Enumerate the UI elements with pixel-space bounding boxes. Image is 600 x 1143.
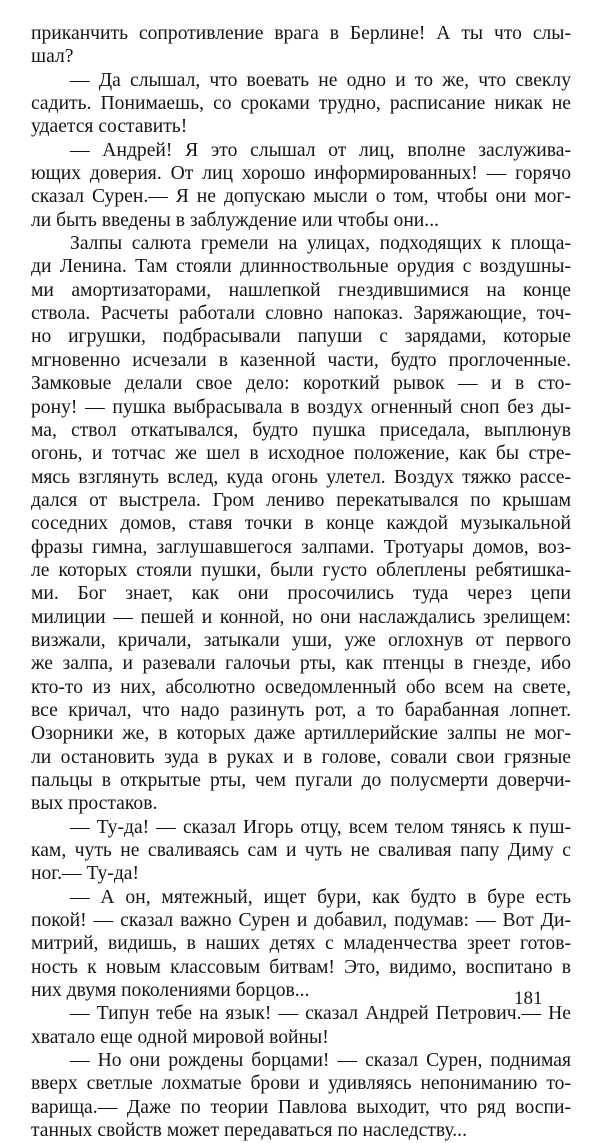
text-line: удается составить! [31,116,188,138]
paragraph [31,816,571,886]
text-line: дался от выстрела. Гром лениво перекатывался по крышам [31,489,571,511]
text-line: мясь взглянуть вслед, куда огонь улетел. Воздух тяжко рассе- [31,466,571,488]
page-body [31,22,571,1143]
text-line: Замковые делали свое дело: короткий рывок — и в сто- [31,373,571,395]
text-line: Озорники же, в которых даже артиллерийские залпы не мог- [31,723,571,745]
text-line: ди Ленина. Там стояли длинноствольные орудия с воздушны- [31,256,571,278]
text-line: кто-то из них, абсолютно осведомленный обо всем на свете, [31,676,571,698]
paragraph [31,139,571,232]
text-line: сказал Сурен.— Я не допускаю мысли о том, чтобы они мог- [31,186,571,208]
text-line: рону! — пушка выбрасывала в воздух огненный сноп без ды- [31,396,571,418]
text-line: фразы гимна, заглушавшегося залпами. Тротуары домов, воз- [31,536,571,558]
text-line: танных свойств может передаваться по наследству... [31,1120,467,1142]
paragraph [31,1002,571,1049]
text-line: мгновенно исчезали в казенной части, будто проглоченные. [31,349,571,371]
text-line: же залпа, и разевали галочьи рты, как птенцы в гнезде, ибо [31,653,571,675]
text-line: хватало еще одной мировой войны! [31,1026,329,1048]
paragraph [31,1049,571,1142]
text-line: кам, чуть не сваливаясь сам и чуть не сваливая папу Диму с [31,840,571,862]
text-line: соседних домов, ставя точки в конце каждой музыкальной [31,513,571,535]
text-line: визжали, кричали, затыкали уши, уже оглохнув от первого [31,629,571,651]
text-line: все кричал, что надо разинуть рот, а то барабанная лопнет. [31,699,571,721]
text-line: покой! — сказал важно Сурен и добавил, подумав: — Вот Ди- [31,910,571,932]
text-line: ле которых стояли пушки, были густо облеплены ребятишка- [31,559,571,581]
text-line: ли быть введены в заблуждение или чтобы они... [31,209,439,231]
paragraph [31,69,571,139]
text-line: — А он, мятежный, ищет бури, как будто в буре есть [70,886,571,908]
text-line: варища.— Даже по теории Павлова выходит, что ряд воспи- [31,1096,571,1118]
paragraph [31,232,571,816]
text-line: шал? [31,46,74,68]
paragraph [31,886,571,1003]
text-line: пальцы в открытые рты, чем пугали до полусмерти доверчи- [31,770,571,791]
text-line: Залпы салюта гремели на улицах, подходящих к площа- [70,233,571,255]
text-line: милиции — пешей и конной, но они наслаждались зрелищем: [31,606,571,628]
page-number: 181 [514,988,543,1009]
text-line: — Типун тебе на язык! — сказал Андрей Петрович.— Не [70,1003,571,1025]
text-line: ющих доверия. От лиц хорошо информированных! — горячо [31,163,571,185]
text-line: ствола. Расчеты работали словно напоказ. Заряжающие, точ- [31,303,571,325]
text-line: ность к новым классовым битвам! Это, видимо, воспитано в [31,956,571,978]
text-line: ми амортизаторами, нашлепкой гнездившимися на конце [31,279,571,301]
text-line: ли остановить зуда в руках и в голове, совали свои грязные [31,746,571,768]
text-line: вверх светлые лохматые брови и удивляясь непониманию то- [31,1073,571,1095]
text-line: садить. Понимаешь, со сроками трудно, расписание никак не [31,93,571,115]
text-line: вых простаков. [31,793,158,815]
text-line: — Андрей! Я это слышал от лиц, вполне заслужива- [70,139,571,161]
text-line: ног.— Ту-да! [31,863,140,885]
text-line: ма, ствол откатывался, будто пушка приседала, выплюнув [31,419,571,441]
text-line: но игрушки, подбрасывали папуши с зарядами, которые [31,326,571,348]
text-line: — Ту-да! — сказал Игорь отцу, всем телом тянясь к пуш- [70,816,571,838]
text-line: огонь, и тотчас же шел в исходное положение, как бы стре- [31,443,571,465]
text-line: ми. Бог знает, как они просочились туда через цепи [31,583,571,605]
text-line: — Да слышал, что воевать не одно и то же, что свеклу [70,69,571,91]
text-line: митрий, видишь, в наших детях с младенчества зреет готов- [31,933,571,955]
text-line: приканчить сопротивление врага в Берлине! А ты что слы- [31,23,571,44]
text-line: — Но они рождены борцами! — сказал Сурен, поднимая [70,1050,571,1072]
text-line: них двумя поколениями борцов... [31,980,310,1002]
paragraph [31,22,571,69]
